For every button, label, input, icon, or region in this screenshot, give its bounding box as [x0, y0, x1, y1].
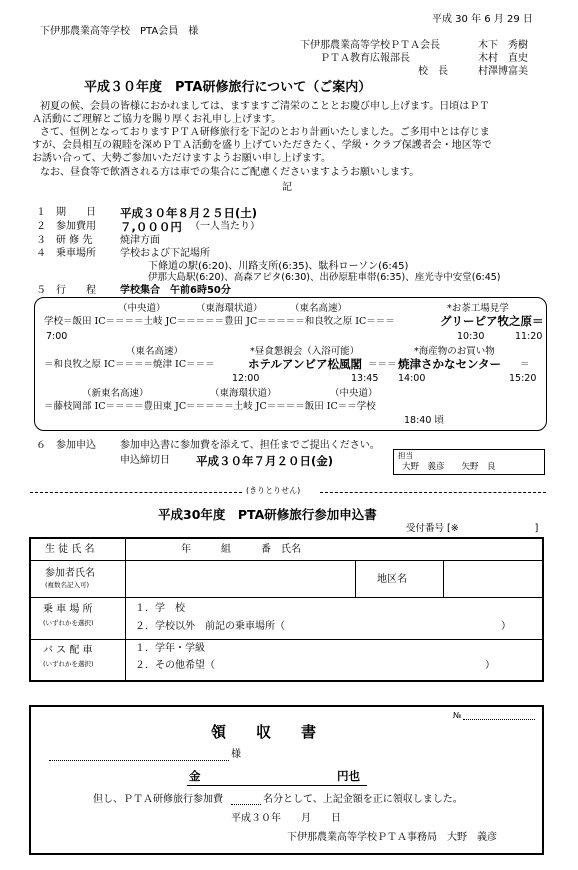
pickup-line-2: 伊那大島駅(6:20)、高森アピタ(6:30)、出砂原駐車帯(6:35)、座光寺中安堂(6:45)	[148, 272, 501, 283]
ki-mark: 記	[282, 182, 292, 193]
route-label: （東名高速）	[290, 303, 348, 314]
row-content[interactable]: 年 組 番 氏名	[181, 544, 301, 555]
time: 7:00	[46, 331, 68, 342]
time: 18:40 頃	[404, 415, 444, 426]
item-1-value: 平成３０年８月２５日(土)	[120, 206, 258, 220]
column-divider	[443, 560, 444, 597]
receipt-date: 平成３０年 月 日	[231, 813, 341, 824]
cut-label: (きりとりせん)	[246, 486, 301, 495]
pickup-line-1: 下條道の駅(6:20)、川路支所(6:35)、駄科ローソン(6:45)	[148, 261, 409, 272]
row-label: 参加者氏名	[45, 568, 95, 579]
item-6-text: 参加申込書に参加費を添えて、担任までご提出ください。	[120, 440, 380, 451]
item-2-note: （一人当たり）	[190, 221, 260, 232]
destination-1: グリーピア牧之原＝	[440, 314, 544, 328]
time: 11:20	[515, 331, 543, 342]
yen-label: 円也	[337, 769, 360, 783]
area-label: 地区名	[377, 574, 407, 585]
route-label: （新東名高速）	[82, 388, 149, 399]
option-school[interactable]: １．学 校	[135, 603, 185, 614]
deadline-label: 申込締切日	[120, 455, 170, 466]
route-label: （東海環状道）	[196, 303, 263, 314]
sender-role-2: ＰＴＡ教育広報部長	[320, 53, 410, 64]
sama-label: 様	[231, 749, 241, 760]
form-title: 平成30年度 PTA研修旅行参加申込書	[158, 507, 377, 522]
route-connector: ＝	[520, 359, 530, 370]
sender-role-1: 下伊那農業高等学校ＰＴＡ会長	[300, 40, 440, 51]
item-4-no: ４	[36, 248, 46, 259]
deadline-value: 平成３０年７月２０日(金)	[196, 454, 334, 468]
item-3-label: 研 修 先	[56, 235, 93, 246]
route-line-3: ＝藤枝岡部 IC＝＝＝＝豊田東 JC＝＝＝＝＝土岐 JC＝＝＝＝飯田 IC＝＝学校	[44, 401, 376, 412]
body-line-1: 初夏の候、会員の皆様におかれましては、ますますご清栄のこととお慶び申し上げます。日頃はＰＴ	[40, 101, 490, 112]
area-name-field[interactable]	[447, 563, 539, 593]
body-line-3: さて、恒例となっておりますＰＴＡ研修旅行を下記のとおり計画いたしました。ご多用中とは存じま	[40, 127, 490, 138]
cut-line-left	[30, 492, 242, 493]
time: 10:30	[457, 331, 485, 342]
receipt-box	[29, 705, 544, 855]
item-5-label: 行 程	[56, 285, 96, 296]
payer-name-line[interactable]	[49, 760, 229, 761]
body-line-2: Ａ活動にご理解とご協力を賜り厚くお礼申し上げます。	[32, 114, 282, 125]
item-4-label: 乗車場所	[56, 248, 96, 259]
column-divider	[125, 539, 126, 680]
participant-name-field[interactable]	[131, 563, 351, 593]
amount-line[interactable]	[187, 785, 367, 786]
sender-name-2: 木村 直史	[478, 53, 528, 64]
item-4-value: 学校および下記場所	[120, 248, 210, 259]
stop-label: *昼食懇親会（入浴可能）	[250, 346, 360, 357]
receipt-no-label: №	[453, 711, 462, 720]
receipt-note-b: 名分として、上記金額を正に領収しました。	[263, 794, 463, 805]
body-line-4: すが、会員相互の親睦を深めＰＴＡ活動を盛り上げていただきたく、学級・クラブ保護者会・地区等で	[32, 140, 492, 151]
column-divider	[355, 560, 356, 597]
receipt-title: 領 収 書	[211, 723, 317, 741]
row-divider	[31, 560, 542, 561]
time: 15:20	[509, 373, 537, 384]
row-label: 生 徒 氏 名	[45, 544, 95, 555]
option-grade-class[interactable]: １．学年・学級	[135, 643, 205, 654]
item-2-value: ７,０００円	[120, 220, 182, 234]
receipt-issuer: 下伊那農業高等学校ＰＴＡ事務局 大野 義彦	[287, 832, 497, 843]
destination-3: 焼津さかなセンター	[398, 357, 502, 371]
paren-close: ）	[485, 660, 495, 671]
paren-close: ）	[501, 621, 511, 632]
row-sublabel: (複数名記入可)	[45, 581, 90, 589]
row-sublabel: (いずれかを選択)	[43, 619, 94, 627]
row-sublabel: (いずれかを選択)	[43, 660, 94, 668]
item-5-value: 学校集合 午前6時50分	[120, 285, 231, 296]
route-label: （東名高速）	[126, 346, 184, 357]
route-connector: ＝＝＝	[368, 359, 397, 370]
route-label: （東海環状道）	[210, 388, 277, 399]
time: 12:00	[232, 373, 260, 384]
item-6-label: 参加申込	[56, 440, 96, 451]
time: 14:00	[398, 373, 426, 384]
time: 13:45	[351, 373, 379, 384]
stop-label: *お茶工場見学	[447, 303, 509, 314]
route-line-2: ＝和良牧之原 IC＝＝＝＝焼津 IC＝＝＝	[44, 359, 215, 370]
receipt-number: 受付番号 [※ ]	[406, 523, 539, 534]
sender-role-3: 校 長	[418, 66, 448, 77]
destination-2: ホテルアンビア松風閣	[248, 357, 362, 371]
route-line-1: 学校＝飯田 IC＝＝＝＝土岐 JC＝＝＝＝＝豊田 JC＝＝＝＝＝和良牧之原 IC＝＝＝	[44, 316, 395, 327]
contact-title: 担当	[398, 451, 413, 460]
kin-label: 金	[189, 769, 201, 783]
stop-label: *海産物のお買い物	[414, 346, 495, 357]
receipt-no-line	[463, 719, 535, 720]
count-line[interactable]	[231, 804, 261, 805]
sender-name-3: 村澤博富美	[478, 66, 528, 77]
cut-line-right	[320, 492, 546, 493]
application-form-table	[29, 537, 544, 682]
option-other-stop[interactable]: ２．学校以外 前記の乗車場所（	[135, 621, 285, 632]
row-divider	[31, 597, 542, 598]
option-other-request[interactable]: ２．その他希望（	[135, 660, 215, 671]
row-label: 乗 車 場 所	[43, 604, 93, 615]
route-label: （中央道）	[330, 388, 378, 399]
item-1-label: 期 日	[56, 207, 96, 218]
item-3-no: ３	[36, 235, 46, 246]
item-5-no: ５	[36, 285, 46, 296]
item-2-label: 参加費用	[56, 221, 96, 232]
route-label: （中央道）	[118, 303, 166, 314]
body-line-6: なお、昼食等で飲酒される方は車での集合にご配慮くださいますようお願いします。	[40, 167, 420, 178]
contact-names: 大野 義彦 矢野 良	[402, 462, 496, 472]
row-label: バ ス 配 車	[43, 645, 93, 656]
body-line-5: お誘い合って、大勢ご参加いただけますようお願い申し上げます。	[32, 153, 331, 164]
receipt-note-a: 但し、ＰＴＡ研修旅行参加費	[93, 794, 223, 805]
row-divider	[31, 639, 542, 640]
item-1-no: １	[36, 207, 46, 218]
page-title: 平成３０年度 PTA研修旅行について（ご案内）	[84, 80, 372, 95]
document-date: 平成 30 年 6 月 29 日	[432, 14, 533, 25]
item-6-no: ６	[36, 440, 46, 451]
item-3-value: 焼津方面	[120, 235, 160, 246]
sender-name-1: 木下 秀樹	[478, 40, 528, 51]
item-2-no: ２	[36, 221, 46, 232]
recipient: 下伊那農業高等学校 PTA会員 様	[40, 26, 199, 37]
